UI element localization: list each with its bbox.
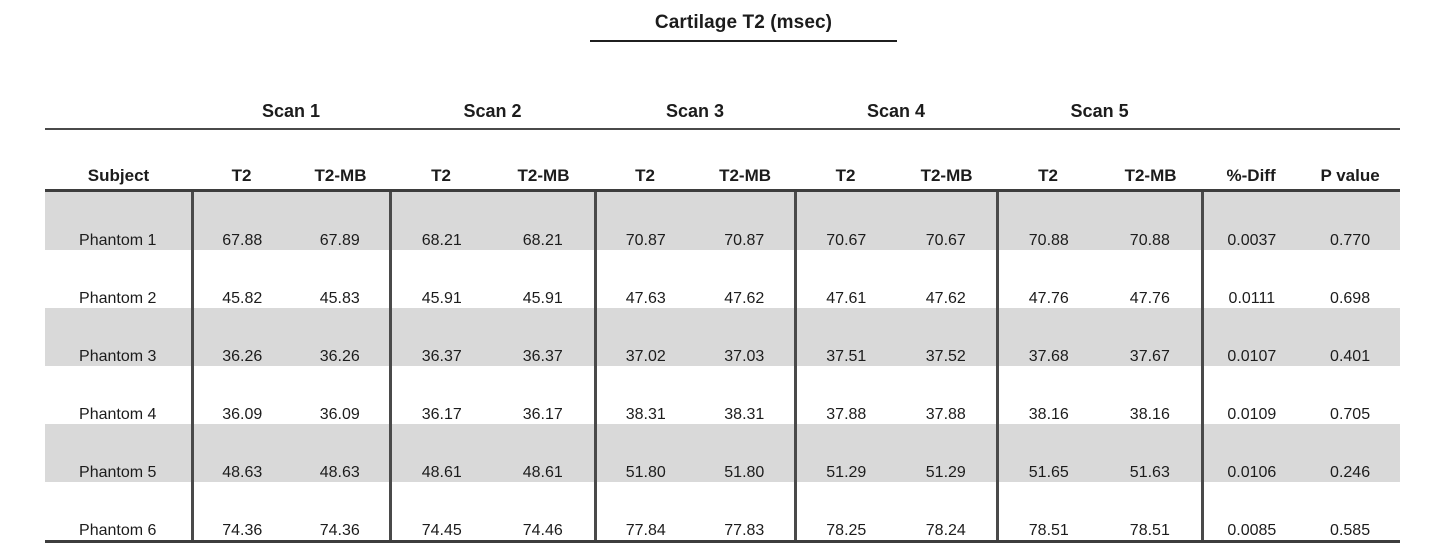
table-cell-p-value: 0.698: [1330, 290, 1371, 307]
table-cell: 78.51: [997, 482, 1099, 542]
table-cell: 70.67: [925, 232, 966, 249]
table-cell: 36.17: [522, 406, 563, 423]
table-cell: 47.76: [997, 250, 1099, 308]
table-cell: 38.16: [997, 366, 1099, 424]
table-cell: 47.62: [925, 290, 966, 307]
table-cell: 37.88: [795, 366, 896, 424]
row-label: Phantom 1: [79, 232, 157, 249]
table-cell: 74.36: [291, 482, 390, 542]
scan-group-label: Scan 5: [997, 88, 1202, 129]
table-row-phantom-1: [45, 191, 1400, 251]
table-cell: 51.29: [795, 424, 896, 482]
column-header-t2: T2: [997, 154, 1099, 191]
table-cell: 45.91: [522, 290, 563, 307]
table-cell-pct-diff: 0.0037: [1202, 191, 1300, 251]
table-cell: 77.84: [595, 482, 695, 542]
table-cell: 45.83: [319, 290, 360, 307]
table-cell: 37.52: [925, 348, 966, 365]
row-label: Phantom 5: [79, 464, 157, 481]
table-cell: 37.68: [997, 308, 1099, 366]
table-cell: 70.67: [795, 191, 896, 251]
table-cell: 48.63: [192, 424, 291, 482]
table-cell: 77.83: [695, 482, 795, 542]
table-cell: 51.29: [925, 464, 966, 481]
table-cell: 70.88: [997, 191, 1099, 251]
figure-title: Cartilage T2 (msec): [590, 12, 897, 42]
table-cell: 48.63: [319, 464, 360, 481]
column-header-row: [45, 154, 1400, 191]
table-cell: 37.67: [1129, 348, 1170, 365]
table-cell: 48.61: [522, 464, 563, 481]
column-header-t2: T2: [795, 154, 896, 191]
table-cell: 47.62: [724, 290, 765, 307]
header-gap: [45, 129, 1400, 154]
table-cell-p-value: 0.705: [1330, 406, 1371, 423]
table-cell: 78.51: [1099, 482, 1202, 542]
table-cell: 45.82: [192, 250, 291, 308]
column-header-t2mb: T2-MB: [896, 154, 997, 191]
table-row-phantom-6: [45, 482, 1400, 542]
table-cell: 48.61: [390, 424, 492, 482]
table-row-phantom-4: [45, 366, 1400, 424]
table-cell: 67.89: [319, 232, 360, 249]
table-cell: 37.88: [925, 406, 966, 423]
table-cell: 45.91: [390, 250, 492, 308]
table-cell: 78.25: [795, 482, 896, 542]
table-cell: 47.63: [595, 250, 695, 308]
table-cell: 37.02: [595, 308, 695, 366]
table-cell: 47.61: [795, 250, 896, 308]
column-header-t2mb: T2-MB: [492, 154, 595, 191]
scan-group-label: Scan 2: [390, 88, 595, 129]
column-header-t2: T2: [595, 154, 695, 191]
column-header-t2mb: T2-MB: [291, 154, 390, 191]
column-header-pct-diff: %-Diff: [1202, 154, 1300, 191]
table-cell: 36.09: [319, 406, 360, 423]
table-cell: 38.31: [724, 406, 765, 423]
table-cell: 51.63: [1129, 464, 1170, 481]
table-cell: 38.31: [595, 366, 695, 424]
table-row-phantom-2: [45, 250, 1400, 308]
table-cell: 36.09: [192, 366, 291, 424]
table-cell-p-value: 0.585: [1300, 482, 1400, 542]
table-cell: 47.76: [1129, 290, 1170, 307]
table-cell: 68.21: [390, 191, 492, 251]
table-cell: 36.26: [192, 308, 291, 366]
table-cell: 38.16: [1129, 406, 1170, 423]
table-cell: 51.80: [595, 424, 695, 482]
table-cell-p-value: 0.246: [1330, 464, 1371, 481]
row-label: Phantom 6: [45, 482, 192, 542]
table-cell: 70.88: [1129, 232, 1170, 249]
table-cell: 36.26: [319, 348, 360, 365]
table-cell: 67.88: [192, 191, 291, 251]
table-cell: 37.51: [795, 308, 896, 366]
row-label: Phantom 2: [79, 290, 157, 307]
scan-header-spacer: [1202, 88, 1300, 129]
table-cell: 70.87: [595, 191, 695, 251]
scan-group-header-row: [45, 88, 1400, 129]
cartilage-t2-table: [45, 88, 1400, 543]
table-cell: 51.80: [724, 464, 765, 481]
table-cell: 74.36: [192, 482, 291, 542]
table-row-phantom-5: [45, 424, 1400, 482]
table-cell-pct-diff: 0.0085: [1202, 482, 1300, 542]
scan-group-label: Scan 1: [192, 88, 390, 129]
table-cell-pct-diff: 0.0106: [1202, 424, 1300, 482]
column-header-t2mb: T2-MB: [1099, 154, 1202, 191]
table-cell: 37.03: [724, 348, 765, 365]
table-cell: 36.17: [390, 366, 492, 424]
table-cell: 70.87: [724, 232, 765, 249]
table-cell-pct-diff: 0.0107: [1202, 308, 1300, 366]
scan-group-label: Scan 4: [795, 88, 997, 129]
table-cell-p-value: 0.401: [1330, 348, 1371, 365]
column-header-t2: T2: [390, 154, 492, 191]
table-row-phantom-3: [45, 308, 1400, 366]
column-header-subject: Subject: [45, 154, 192, 191]
table-cell: 51.65: [997, 424, 1099, 482]
table-cell: 68.21: [522, 232, 563, 249]
table-cell: 36.37: [390, 308, 492, 366]
header-gap-row: [45, 129, 1400, 154]
row-label: Phantom 4: [79, 406, 157, 423]
scan-header-spacer: [1300, 88, 1400, 129]
column-header-t2mb: T2-MB: [695, 154, 795, 191]
table-cell: 78.24: [896, 482, 997, 542]
row-label: Phantom 3: [79, 348, 157, 365]
table-cell: 74.45: [390, 482, 492, 542]
table-cell: 36.37: [522, 348, 563, 365]
table-cell-pct-diff: 0.0111: [1202, 250, 1300, 308]
scan-header-spacer: [45, 88, 192, 129]
table-cell-p-value: 0.770: [1330, 232, 1371, 249]
column-header-t2: T2: [192, 154, 291, 191]
table-cell-pct-diff: 0.0109: [1202, 366, 1300, 424]
table-cell: 74.46: [492, 482, 595, 542]
scan-group-label: Scan 3: [595, 88, 795, 129]
column-header-p-value: P value: [1300, 154, 1400, 191]
